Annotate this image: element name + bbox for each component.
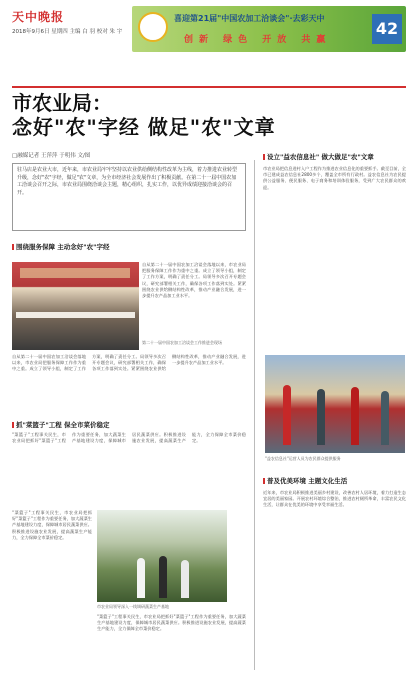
section-title-info-society: 设立"益农信息社" 做大做足"农"文章	[263, 152, 374, 161]
masthead	[12, 8, 132, 35]
field-photo-caption: 市农业局领导深入一线调研蔬菜生产基地	[97, 604, 169, 609]
section-body-info-society: 市农业局把信息进村入户工程作为推进农业信息化的重要抓手。截至目前，全市已建成益农信息社2800多个，覆盖全市所有行政村。益农信息社为农民提供公益服务、便民服务、电子商务和培训体验服务，受到广大农民群众的欢迎。	[263, 166, 406, 190]
paper-name: 天中晚报	[12, 10, 65, 24]
masthead-rule	[12, 86, 406, 88]
person-figure	[181, 560, 189, 598]
person-figure	[317, 389, 325, 445]
headline-line2: 念好"农"字经 做足"农"文章	[12, 115, 276, 139]
headline	[12, 92, 276, 140]
page-number: 42	[372, 14, 402, 44]
meeting-table-shape	[16, 312, 135, 318]
section-body-service-b: 自从第二十一届中国农加工洽谈会落地以来，市农业局把服务保障工作作为重中之重。成立了领导小组，制定了工作方案，明确了责任分工。局领导多次召开专题会议，研究部署相关工作，确保各项工作落到实处。紧紧围绕农业供给侧结构性改革，推动产业融合发展，进一步提升农产品加工业水平。	[12, 354, 246, 372]
byline: □融媒记者 王萍萍 于明伟 文/图	[12, 153, 91, 159]
banner-slogan: 创新 绿色 开放 共赢	[184, 35, 332, 45]
person-figure	[381, 391, 389, 445]
banner-title: 喜迎第21届"中国农加工洽谈会"·去彩天中	[174, 14, 325, 23]
section-body-service-a: 自从第二十一届中国农加工洽谈会落地以来，市农业局把服务保障工作作为重中之重。成立了领导小组，制定了工作方案，明确了责任分工。局领导多次召开专题会议，研究部署相关工作，确保各项工作落到实处。紧紧围绕农业供给侧结构性改革，推动产业融合发展，进一步提升农产品加工业水平。	[142, 262, 246, 299]
person-figure	[137, 558, 145, 598]
event-logo-icon	[138, 12, 168, 42]
meeting-banner-shape	[20, 268, 130, 278]
section-title-vegetable: 抓"菜篮子"工程 保全市菜价稳定	[12, 420, 110, 429]
group-photo-caption: "益农信息社"运营人员为农民群众提供服务	[265, 456, 341, 461]
person-figure	[351, 387, 359, 445]
person-figure	[159, 556, 167, 598]
lead-paragraph-box	[12, 163, 246, 231]
group-photo	[265, 355, 405, 453]
edition-info: 2018年9月6日 星期四 主编 白 羽 校对 朱 宇	[12, 29, 123, 35]
event-banner	[132, 6, 406, 52]
meeting-photo-caption: 第二十一届中国农加工洽谈会工作推进会现场	[142, 340, 222, 345]
section-title-environment: 普及优美环境 主题文化生活	[263, 476, 347, 485]
column-divider	[254, 160, 255, 670]
field-photo	[97, 510, 227, 602]
section-title-service: 围绕服务保障 主动念好"农"字经	[12, 242, 110, 251]
section-body-vegetable-a: "菜篮子"工程事关民生，市农业局把抓好"菜篮子"工程作为重要任务，加大蔬菜生产基地建设力度，保障城市居民蔬菜供应。积极推进设施农业发展，提高蔬菜生产能力，全力保障全市菜价稳定。	[12, 432, 246, 444]
section-body-vegetable-b: "菜篮子"工程事关民生，市农业局把抓好"菜篮子"工程作为重要任务，加大蔬菜生产基地建设力度，保障城市居民蔬菜供应。积极推进设施农业发展，提高蔬菜生产能力，全力保障全市菜价稳定。	[12, 510, 92, 540]
meeting-photo	[12, 262, 139, 350]
section-body-environment: 近年来，市农业局积极推进美丽乡村建设，改善农村人居环境，着力打造生态宜居的美丽家园。开展农村环境综合整治，推进农村厕所革命，丰富农民文化生活，让群众在优美的环境中享受幸福生活。	[263, 490, 406, 508]
section-body-vegetable-c: "菜篮子"工程事关民生，市农业局把抓好"菜篮子"工程作为重要任务，加大蔬菜生产基地建设力度，保障城市居民蔬菜供应。积极推进设施农业发展，提高蔬菜生产能力，全力保障全市菜价稳定。	[97, 614, 246, 632]
lead-paragraph: 驻马店是农业大市，近年来，市农业局牢牢坚持以农业供给侧结构性改革为主线，着力推进农业转型升级，念好"农"字经，做足"农"文章，为全市经济社会发展作出了积极贡献。在第二十一届中国农加工洽谈会召开之际，市农业局围绕洽谈会主题，精心组织，扎实工作，以优异成绩迎接洽谈会的召开。	[17, 167, 238, 196]
headline-line1: 市农业局：	[12, 91, 112, 115]
person-figure	[283, 385, 291, 445]
